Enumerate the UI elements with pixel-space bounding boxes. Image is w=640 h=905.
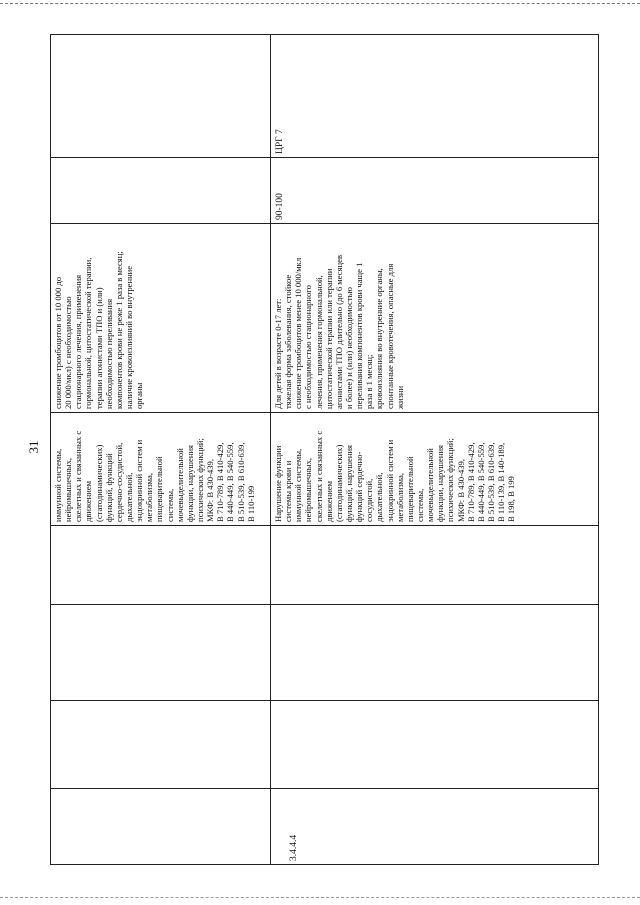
- code-cell: [51, 789, 271, 865]
- text-line: функций сердечно-: [354, 451, 365, 522]
- text-line: В 510-539, В 610-639,: [235, 442, 246, 522]
- group-cell: ЦРГ 7: [271, 35, 599, 158]
- text-line: компонентов крови не реже 1 раза в месяц;: [113, 251, 124, 409]
- text-line: системы крови и: [283, 460, 294, 522]
- group-cell: [51, 35, 271, 158]
- disability-criteria-table: [50, 34, 599, 865]
- page-number: 31: [26, 440, 41, 454]
- empty-cell: [271, 526, 599, 605]
- text-line: Для детей в возрасте 0-17 лет:: [273, 298, 283, 409]
- text-line: В 710-789, В 410-429,: [465, 442, 476, 522]
- text-line: иммунной системы,: [293, 448, 304, 522]
- text-line: сосудистой,: [364, 478, 375, 522]
- text-line: терапии агонистами ТПО и (или): [93, 287, 104, 409]
- text-line: 20 000/мкл) с необходимостью: [63, 296, 74, 409]
- text-line: В 198, В 199: [506, 476, 517, 522]
- text-line: эндокринной систем и: [384, 439, 395, 522]
- text-line: В 110-199: [245, 485, 256, 522]
- text-line: психических функций;: [445, 438, 456, 522]
- text-line: (статодинамических): [93, 444, 104, 522]
- text-line: В 440-449, В 540-559,: [225, 442, 236, 522]
- conditions-cell: [51, 413, 271, 526]
- table-row: [51, 35, 271, 865]
- text-line: спонтанные кровотечения, опасные для: [384, 263, 395, 409]
- text-line: цитостатической терапии или терапии: [323, 268, 334, 409]
- percentage-range-cell: [51, 158, 271, 224]
- criteria-cell: [271, 224, 599, 413]
- code-cell: 3.4.4.4: [271, 789, 599, 865]
- text-line: системы,: [164, 488, 175, 522]
- text-line: В 110-139, В 140-189,: [496, 442, 507, 522]
- text-line: (статодинамических): [333, 444, 344, 522]
- table-row: [271, 35, 599, 865]
- text-line: пищеварительной: [154, 456, 165, 522]
- conditions-cell: [271, 413, 599, 526]
- empty-cell: [51, 526, 271, 605]
- top-dashed-rule: [0, 3, 640, 4]
- text-line: дыхательной,: [374, 472, 385, 522]
- text-line: функции, нарушения: [184, 445, 195, 522]
- text-line: лечения, применения гормональной,: [313, 275, 324, 409]
- text-line: жизни: [394, 385, 405, 409]
- rotated-page: [26, 35, 600, 865]
- text-line: иммунной системы,: [53, 448, 63, 522]
- text-line: сердечно-сосудистой,: [113, 442, 124, 522]
- text-line: системы,: [414, 488, 425, 522]
- text-line: нейромышечных,: [63, 457, 74, 522]
- text-line: функций, функций: [103, 453, 114, 522]
- text-line: В 710-789, В 410-429,: [215, 442, 226, 522]
- text-line: дыхательной,: [123, 472, 134, 522]
- criteria-cell: [51, 224, 271, 413]
- text-line: с необходимостью стационарного: [303, 285, 314, 409]
- text-line: нейромышечных,: [303, 457, 314, 522]
- text-line: пищеварительной: [404, 456, 415, 522]
- text-line: наличие кровоизлияний во внутренние: [123, 265, 134, 409]
- text-line: тяжелая форма заболевания, стойкое: [283, 274, 294, 409]
- text-line: агонистами ТПО длительно (до 6 месяцев: [333, 254, 344, 409]
- text-line: движением: [83, 480, 94, 522]
- text-line: кровоизлияния во внутренние органы,: [374, 268, 385, 409]
- text-line: мочевыделительной: [174, 448, 185, 522]
- text-line: В 440-449, В 540-559,: [475, 442, 486, 522]
- text-line: раза в 1 месяц;: [364, 354, 375, 409]
- empty-cell: [51, 701, 271, 789]
- text-line: снижение тромбоцитов менее 10 000/мкл: [293, 257, 304, 409]
- text-line: метаболизма,: [394, 473, 405, 522]
- text-line: психических функций;: [194, 438, 205, 522]
- text-line: снижение тромбоцитов от 10 000 до: [53, 276, 63, 409]
- text-line: мочевыделительной: [425, 448, 436, 522]
- text-line: стационарного лечения, применения: [73, 274, 84, 409]
- text-line: скелетных и связанных с: [73, 430, 84, 522]
- text-line: функции, нарушения: [435, 445, 446, 522]
- empty-cell: [51, 605, 271, 701]
- empty-cell: [271, 605, 599, 701]
- bottom-dashed-rule: [0, 897, 640, 898]
- text-line: функций, нарушения: [343, 445, 354, 522]
- text-line: В 510-539, В 610-639,: [485, 442, 496, 522]
- empty-cell: [271, 701, 599, 789]
- percentage-range-cell: 90-100: [271, 158, 599, 224]
- text-line: гормональной, цитостатической терапии,: [83, 257, 94, 409]
- text-line: необходимостью переливания: [103, 298, 114, 409]
- text-line: движением: [323, 480, 334, 522]
- text-line: метаболизма,: [144, 473, 155, 522]
- text-line: переливания компонентов крови чаще 1: [354, 262, 365, 409]
- text-line: органы: [134, 382, 145, 409]
- text-line: скелетных и связанных с: [313, 430, 324, 522]
- text-line: МКФ: В 430-439,: [455, 459, 466, 522]
- text-line: и более) и (или) необходимостью: [343, 287, 354, 409]
- text-line: эндокринной систем и: [134, 439, 145, 522]
- text-line: МКФ: В 430-439,: [205, 459, 216, 522]
- text-line: Нарушение функции: [273, 445, 283, 522]
